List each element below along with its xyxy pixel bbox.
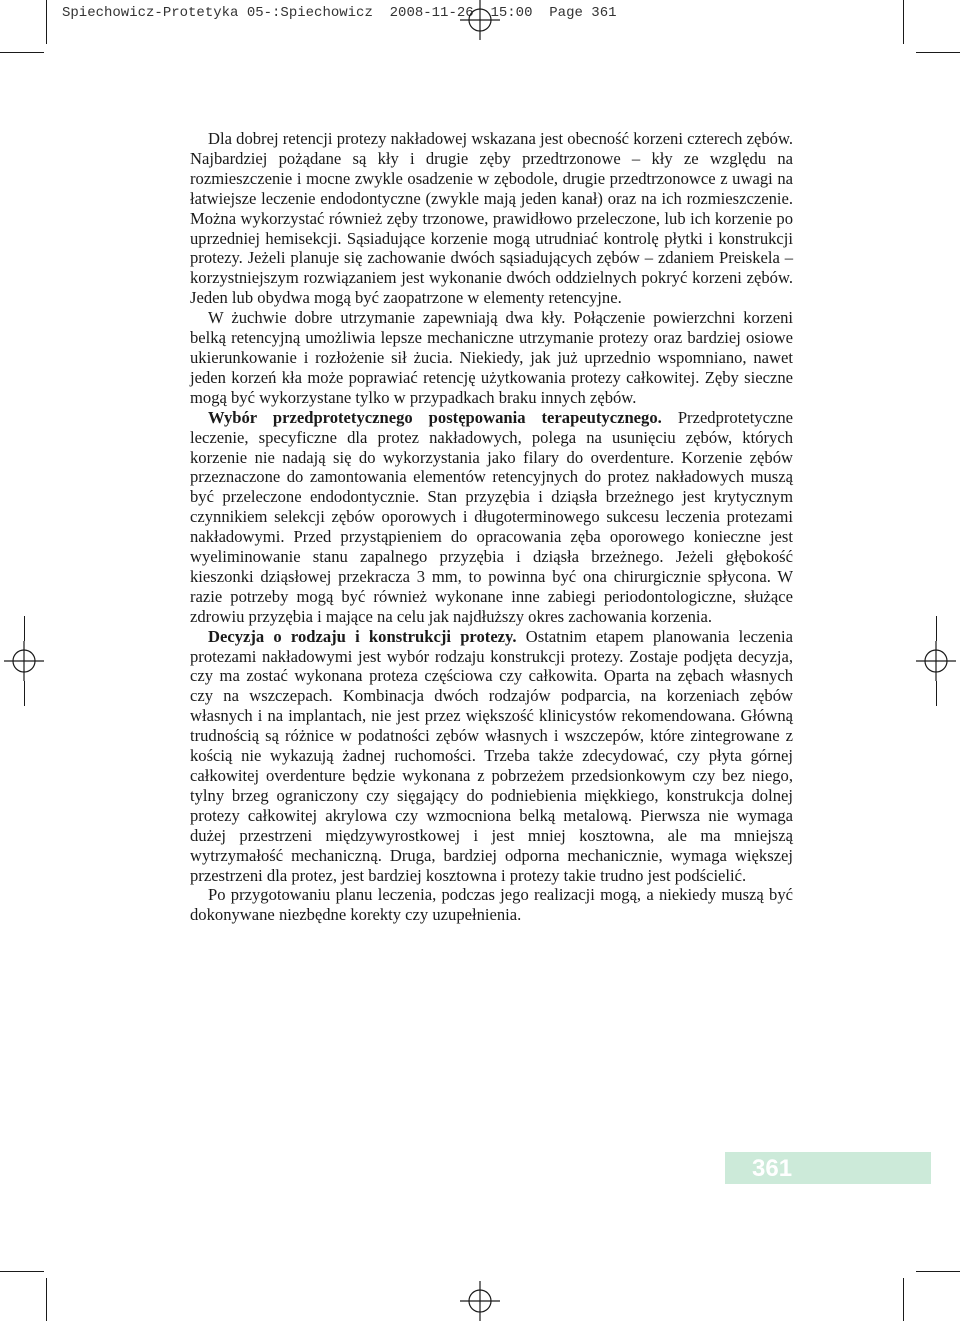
registration-mark-icon (460, 1281, 500, 1321)
paragraph-text: W żuchwie dobre utrzymanie zapewniają dwa kły. Połączenie powierzchni korzeni belką retencyjną umożliwia lepsze mechaniczne utrzymanie protezy oraz bardziej osiowe ukierunkowanie i rozłożenie sił żucia. Niekiedy, jak już uprzednio wspomniano, nawet jeden korzeń kła może poprawiać retencję użytkowania protezy całkowitej. Zęby sieczne mogą być wykorzystane tylko w przypadkach braku innych zębów. (190, 308, 793, 407)
registration-mark-left-tick (24, 681, 25, 706)
paragraph-heading: Wybór przedprotetycznego postępowania terapeutycznego. (208, 407, 662, 427)
crop-mark-bottom-right-vertical (903, 1278, 904, 1321)
page-number: 361 (752, 1155, 793, 1182)
paragraph-text: Dla dobrej retencji protezy nakładowej wskazana jest obecność korzeni czterech zębów. Najbardziej pożądane są kły i drugie zęby przedtrzonowe – kły ze względu na rozmieszczenie i mocne zwykle osadzenie w zębodole, drugie przedtrzonowce z uwagi na łatwiejsze leczenie endodontyczne (zwykle mają jeden kanał) oraz na ich rozmieszczenie. Można wykorzystać również zęby trzonowe, prawidłowo przeleczone, lub ich korzenie po uprzedniej hemisekcji. Sąsiadujące korzenie mogą utrudniać kontrolę płytki i konstrukcji protezy. Jeżeli planuje się zachowanie dwóch sąsiadujących zębów – zdaniem Preiskela – korzystniejszym rozwiązaniem jest wykonanie dwóch oddzielnych pokryć korzeni zębów. Jeden lub obydwa mogą być zaopatrzone w elementy retencyjne. (190, 129, 793, 308)
registration-mark-icon (460, 0, 500, 40)
crop-mark-bottom-right-horizontal (916, 1271, 960, 1272)
printer-slug: Spiechowicz-Protetyka 05-:Spiechowicz 2008-11-26 15:00 Page 361 (62, 5, 617, 21)
crop-mark-top-left-vertical (46, 0, 47, 44)
paragraph-text: Ostatnim etapem planowania leczenia protezami nakładowymi jest wybór rodzaju konstrukcji protezy. Zostaje podjęta decyzja, czy ma zostać wykonana proteza częściowa czy całkowita. Oparta na zębach własnych czy na wszczepach. Kombinacja dwóch rodzajów podparcia, na korzeniach zębów własnych i na implantach, nie jest przez większość klinicystów rekomendowana. Główną trudnością są różnice w podatności zębów własnych i wszczepów, które zintegrowane z kością nie wykazują żadnej ruchomości. Trzeba także zdecydować, czy płyta górnej całkowitej overdenture będzie wykonana z pobrzeżem przedsionkowym czy bez niego, tylny brzeg ograniczony czy sięgający do podniebienia miękkiego, konstrukcja dolnej protezy całkowitej akrylowa czy wzmocniona belką metalową. Pierwsza nie wymaga dużej przestrzeni międzywyrostkowej i jest mniej kosztowna, ale ma mniejszą wytrzymałość mechaniczną. Druga, bardziej odporna mechanicznie, wymaga większej przestrzeni dla protez, jest bardziej kosztowna i protezy takie trudno jest podścielić. (190, 626, 793, 885)
paragraph-text: Przedprotetyczne leczenie, specyficzne dla protez nakładowych, polega na usunięciu zębów, których korzenie nie nadają się do wykorzystania jako filary do overdenture. Korzenie zębów przeznaczone do zamontowania elementów retencyjnych do protez nakładowych muszą być przeleczone endodontycznie. Stan przyzębia i dziąsła brzeżnego jest krytycznym czynnikiem selekcji zębów oporowych i długoterminowego sukcesu leczenia protezami nakładowymi. Przed przystąpieniem do opracowania zęba oporowego konieczne jest wyeliminowanie stanu zapalnego przyzębia i dziąsła brzeżnego. Jeżeli głębokość kieszonki dziąsłowej przekracza 3 mm, to powinna być ona chirurgicznie spłycona. W razie potrzeby mogą być również wykonane inne zabiegi periodontologiczne, służące zdrowiu przyzębia i mające na celu jak najdłuższy okres zachowania korzenia. (190, 407, 793, 626)
body-text (190, 129, 793, 925)
registration-mark-right-tick (936, 616, 937, 641)
crop-mark-bottom-left-vertical (46, 1278, 47, 1321)
crop-mark-bottom-left-horizontal (0, 1271, 44, 1272)
paragraph-text: Po przygotowaniu planu leczenia, podczas jego realizacji mogą, a niekiedy muszą być dokonywane niezbędne korekty czy uzupełnienia. (190, 885, 793, 925)
crop-mark-top-right-horizontal (916, 52, 960, 53)
registration-mark-left-tick (24, 616, 25, 641)
paragraph-heading: Decyzja o rodzaju i konstrukcji protezy. (208, 626, 517, 646)
paragraph (190, 885, 793, 925)
crop-mark-top-right-vertical (903, 0, 904, 44)
registration-mark-icon (4, 641, 44, 681)
paragraph (190, 129, 793, 308)
registration-mark-right-tick (936, 681, 937, 706)
paragraph (190, 627, 793, 886)
crop-mark-top-left-horizontal (0, 52, 44, 53)
paragraph (190, 308, 793, 408)
paragraph (190, 408, 793, 627)
registration-mark-icon (916, 641, 956, 681)
